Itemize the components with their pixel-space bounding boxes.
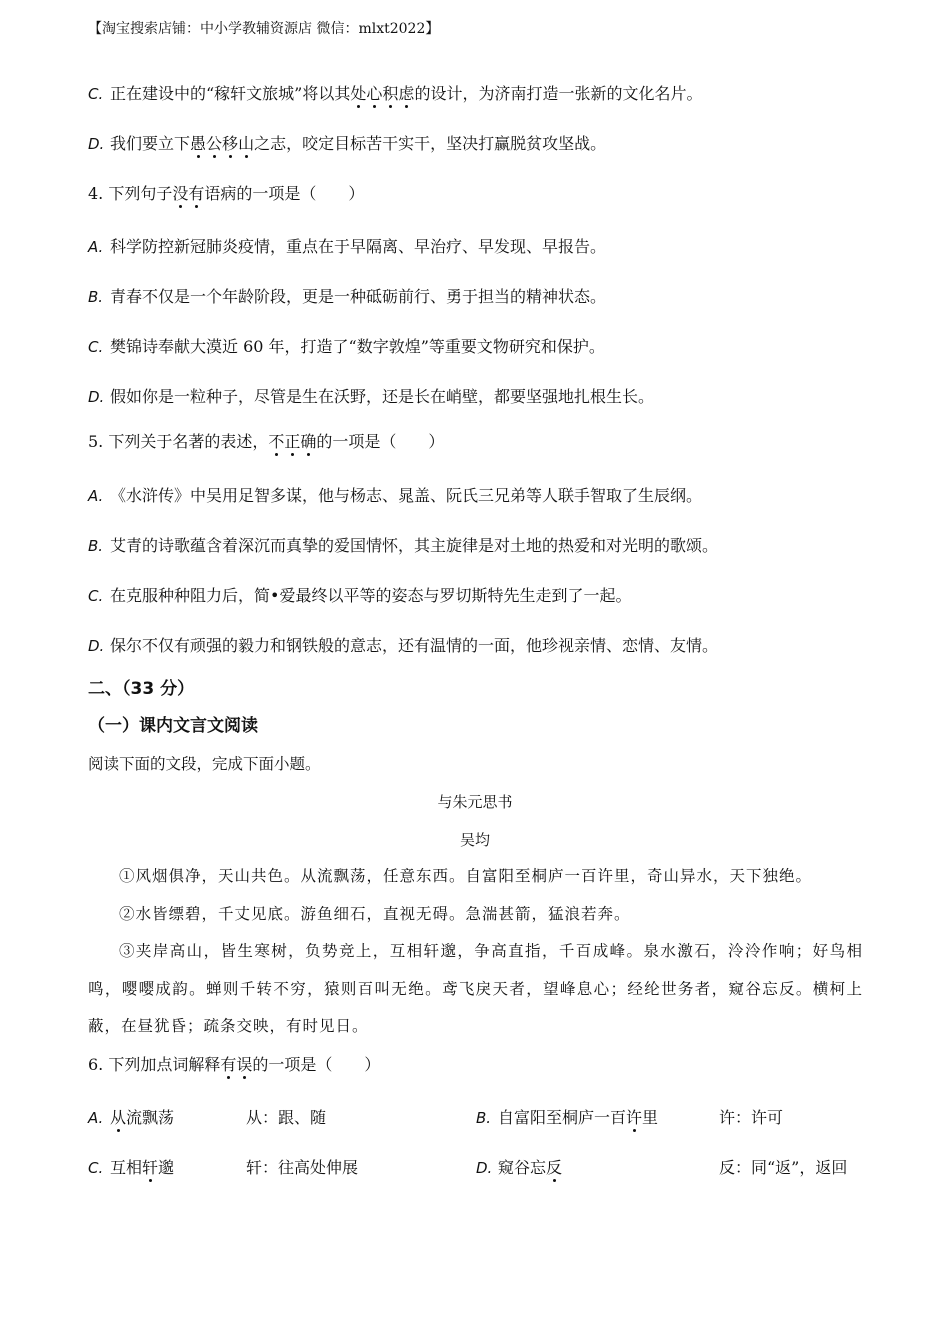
q5-stem: 5. 下列关于名著的表述，不正确的一项是（ ）	[88, 432, 445, 451]
passage-paragraph-2: ②水皆缥碧，千丈见底。游鱼细石，直视无碍。急湍甚箭，猛浪若奔。	[119, 904, 631, 923]
q6-option-a: A. 从流飘荡	[88, 1108, 175, 1127]
passage-paragraph-1: ①风烟俱净，天山共色。从流飘荡，任意东西。自富阳至桐庐一百许里，奇山异水，天下独绝。	[119, 867, 813, 885]
q6-option-c: C. 互相轩邈	[88, 1158, 175, 1177]
q5-option-b: B. 艾青的诗歌蕴含着深沉而真挚的爱国情怀，其主旋律是对土地的热爱和对光明的歌颂。	[88, 536, 719, 555]
reading-instruction: 阅读下面的文段，完成下面小题。	[88, 755, 321, 773]
q6-option-c-gloss: 轩：往高处伸展	[246, 1158, 359, 1177]
passage-paragraph-3: ③夹岸高山，皆生寒树，负势竞上，互相轩邈，争高直指，千百成峰。泉水激石，泠泠作响；好鸟相鸣，嘤嘤成韵。蝉则千转不穷，猿则百叫无绝。鸢飞戾天者，望峰息心；经纶世务者，窥谷忘反。横柯上蔽，在昼犹昏；疏条交映，有时见日。	[88, 942, 863, 1035]
subsection-title: （一）课内文言文阅读	[88, 716, 258, 736]
section-title: 二、（33 分）	[88, 679, 195, 699]
q6-option-b: B. 自富阳至桐庐一百许里	[476, 1108, 659, 1127]
q3-option-d: D. 我们要立下愚公移山之志，咬定目标苦干实干，坚决打赢脱贫攻坚战。	[88, 134, 607, 153]
q6-option-b-gloss: 许：许可	[719, 1108, 784, 1127]
passage-author: 吴均	[459, 831, 490, 849]
passage-title: 与朱元思书	[437, 793, 513, 811]
passage-body	[88, 858, 863, 1046]
q4-option-d: D. 假如你是一粒种子，尽管是生在沃野，还是长在峭壁，都要坚强地扎根生长。	[88, 387, 655, 406]
q4-option-c: C. 樊锦诗奉献大漠近 60 年，打造了“数字敦煌”等重要文物研究和保护。	[88, 337, 605, 356]
q6-option-d: D. 窥谷忘反	[476, 1158, 563, 1177]
q4-stem: 4. 下列句子没有语病的一项是（ ）	[88, 184, 365, 203]
page-header-ad: 【淘宝搜索店铺：中小学教辅资源店 微信：mlxt2022】	[88, 21, 440, 37]
q6-option-a-gloss: 从：跟、随	[246, 1108, 327, 1127]
q4-option-b: B. 青春不仅是一个年龄阶段，更是一种砥砺前行、勇于担当的精神状态。	[88, 287, 607, 306]
q4-option-a: A. 科学防控新冠肺炎疫情，重点在于早隔离、早治疗、早发现、早报告。	[88, 237, 607, 256]
q6-stem: 6. 下列加点词解释有误的一项是（ ）	[88, 1055, 381, 1074]
q5-option-d: D. 保尔不仅有顽强的毅力和钢铁般的意志，还有温情的一面，他珍视亲情、恋情、友情。	[88, 636, 719, 655]
q5-option-c: C. 在克服种种阻力后，简•爱最终以平等的姿态与罗切斯特先生走到了一起。	[88, 586, 632, 605]
q6-option-d-gloss: 反：同“返”，返回	[719, 1158, 848, 1177]
q5-option-a: A. 《水浒传》中吴用足智多谋，他与杨志、晁盖、阮氏三兄弟等人联手智取了生辰纲。	[88, 486, 703, 505]
q3-option-c: C. 正在建设中的“稼轩文旅城”将以其处心积虑的设计，为济南打造一张新的文化名片。	[88, 84, 703, 103]
